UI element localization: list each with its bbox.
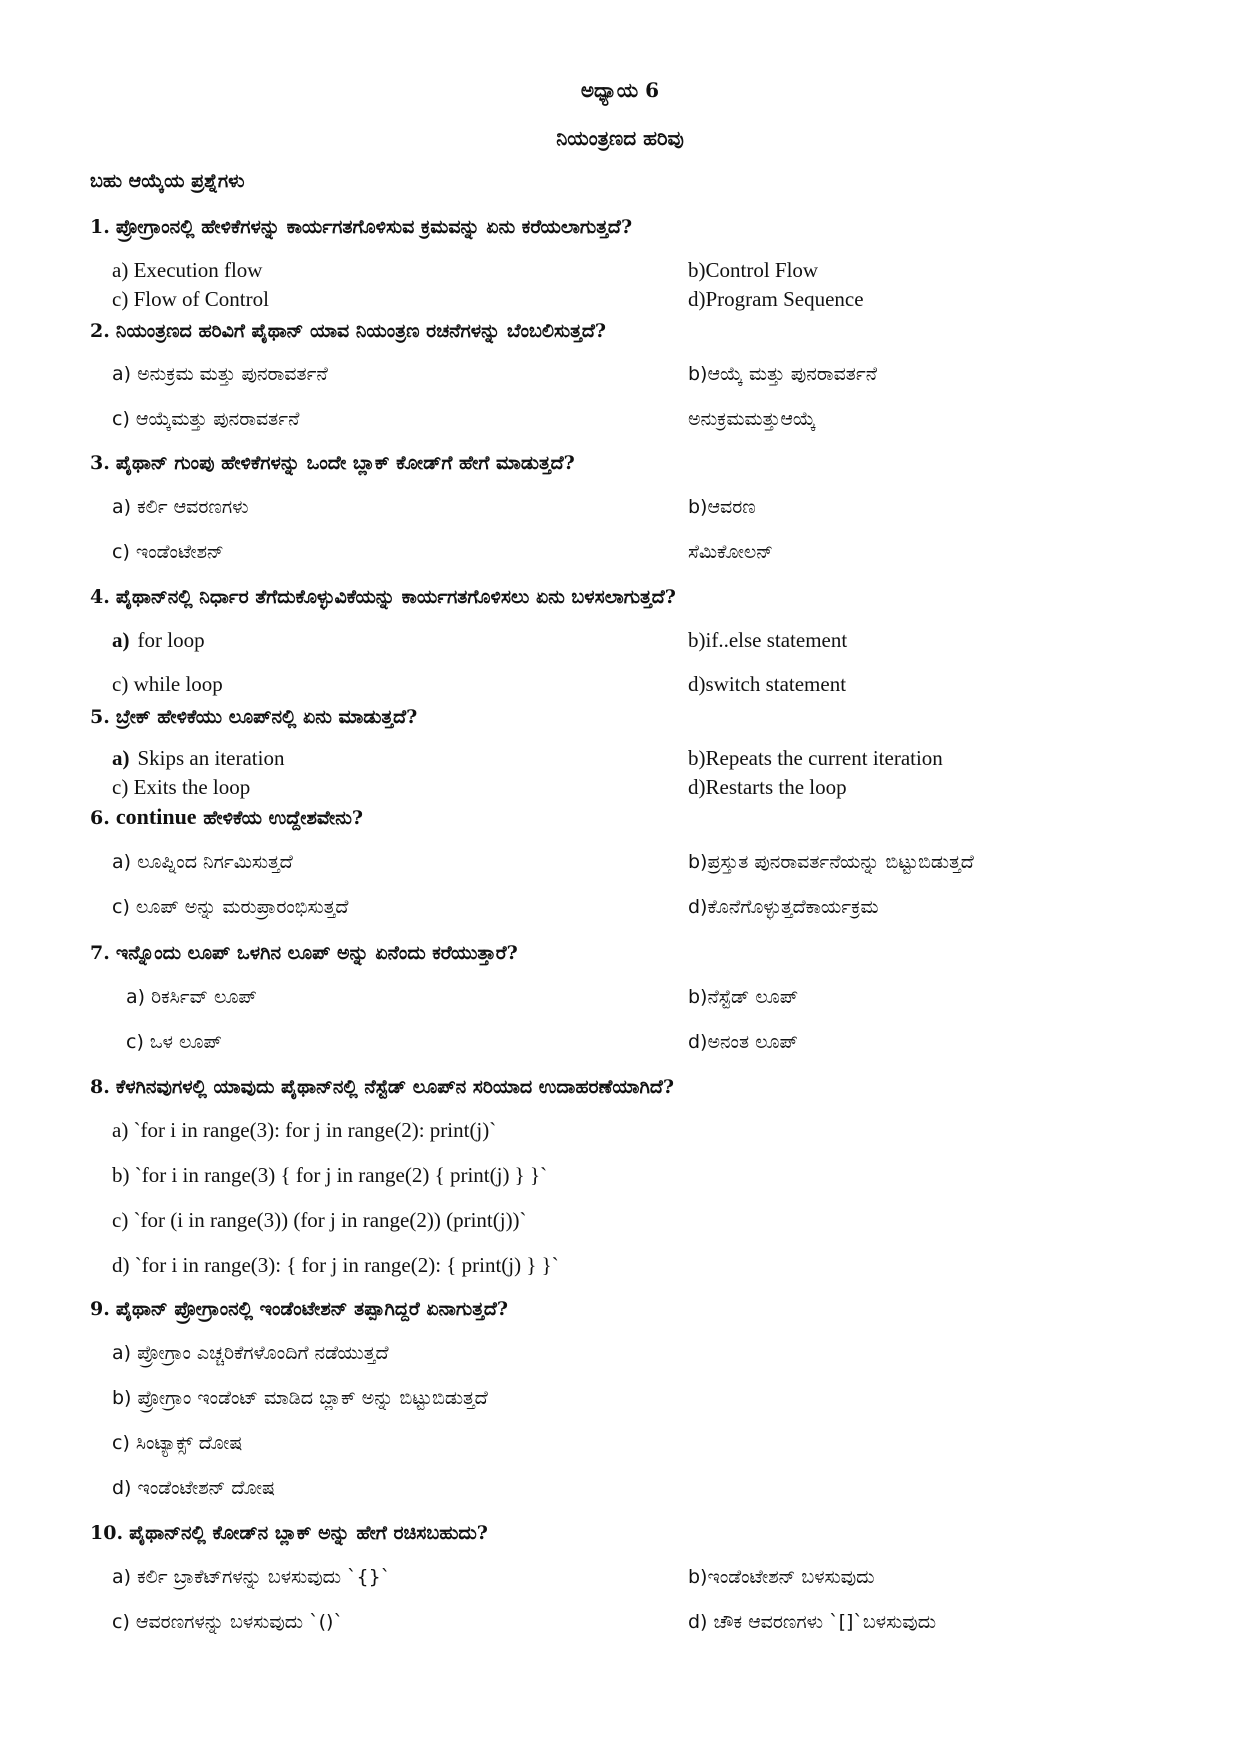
- question-text: ಪೈಥಾನ್‌ನಲ್ಲಿ ನಿರ್ಧಾರ ತೆಗೆದುಕೊಳ್ಳುವಿಕೆಯನ್ನು ಕಾರ್ಯಗತಗೊಳಿಸಲು ಏನು ಬಳಸಲಾಗುತ್ತದೆ?: [115, 586, 676, 608]
- q6-option-c: c) ಲೂಪ್ ಅನ್ನು ಮರುಪ್ರಾರಂಭಿಸುತ್ತದೆ: [112, 896, 349, 918]
- q1-option-d: d)Program Sequence: [688, 287, 864, 311]
- question-text: ಪ್ರೋಗ್ರಾಂನಲ್ಲಿ ಹೇಳಿಕೆಗಳನ್ನು ಕಾರ್ಯಗತಗೊಳಿಸುವ ಕ್ರಮವನ್ನು ಏನು ಕರೆಯಲಾಗುತ್ತದೆ?: [115, 216, 633, 238]
- q10-option-c: c) ಆವರಣಗಳನ್ನು ಬಳಸುವುದು `()`: [112, 1611, 343, 1633]
- keyword-continue: continue: [115, 804, 197, 829]
- q5-option-c: c) Exits the loop: [112, 775, 251, 799]
- question-3: [90, 452, 575, 474]
- q7-option-b: b)ನೆಸ್ಟೆಡ್ ಲೂಪ್: [688, 986, 799, 1008]
- section-heading: ಬಹು ಆಯ್ಕೆಯ ಪ್ರಶ್ನೆಗಳು: [90, 170, 245, 192]
- q4-option-d: d)switch statement: [688, 672, 847, 696]
- q3-option-b: b)ಆವರಣ: [688, 496, 756, 518]
- q8-option-a: a) `for i in range(3): for j in range(2): print(j)`: [112, 1118, 497, 1142]
- q4-option-b: b)if..else statement: [688, 628, 848, 652]
- q2-option-a: a) ಅನುಕ್ರಮ ಮತ್ತು ಪುನರಾವರ್ತನೆ: [112, 363, 328, 385]
- question-2: [90, 320, 606, 342]
- q2-option-d: ಅನುಕ್ರಮಮತ್ತುಆಯ್ಕೆ: [688, 408, 816, 430]
- q3-option-c: c) ಇಂಡೆಂಟೇಶನ್: [112, 541, 224, 563]
- q6-option-d: d)ಕೊನೆಗೊಳ್ಳುತ್ತದೆಕಾರ್ಯಕ್ರಮ: [688, 896, 879, 918]
- q10-option-a: a) ಕರ್ಲಿ ಬ್ರಾಕೆಟ್‌ಗಳನ್ನು ಬಳಸುವುದು `{}`: [112, 1566, 391, 1588]
- question-text: ಪೈಥಾನ್‌ನಲ್ಲಿ ಕೋಡ್‌ನ ಬ್ಲಾಕ್ ಅನ್ನು ಹೇಗೆ ರಚಿಸಬಹುದು?: [129, 1522, 488, 1544]
- q7-option-a: a) ರಿಕರ್ಸಿವ್ ಲೂಪ್: [126, 986, 257, 1008]
- question-number: 10.: [90, 1522, 124, 1544]
- q1-option-a: a) Execution flow: [112, 258, 263, 282]
- question-7: [90, 942, 518, 964]
- chapter-title: ನಿಯಂತ್ರಣದ ಹರಿವು: [556, 126, 684, 150]
- question-4: [90, 586, 676, 608]
- q3-option-a: a) ಕರ್ಲಿ ಆವರಣಗಳು: [112, 496, 249, 518]
- q6-option-b: b)ಪ್ರಸ್ತುತ ಪುನರಾವರ್ತನೆಯನ್ನು ಬಿಟ್ಟುಬಿಡುತ್ತದೆ: [688, 851, 974, 873]
- q2-option-b: b)ಆಯ್ಕೆ ಮತ್ತು ಪುನರಾವರ್ತನೆ: [688, 363, 878, 385]
- question-number: 4.: [90, 586, 110, 608]
- q7-option-d: d)ಅನಂತ ಲೂಪ್: [688, 1031, 798, 1053]
- q9-option-b: b) ಪ್ರೋಗ್ರಾಂ ಇಂಡೆಂಟ್ ಮಾಡಿದ ಬ್ಲಾಕ್ ಅನ್ನು ಬಿಟ್ಟುಬಿಡುತ್ತದೆ: [112, 1387, 488, 1409]
- option-label: a): [112, 746, 130, 770]
- q5-option-a: [112, 746, 284, 771]
- question-text: ಬ್ರೇಕ್ ಹೇಳಿಕೆಯು ಲೂಪ್‌ನಲ್ಲಿ ಏನು ಮಾಡುತ್ತದೆ?: [115, 706, 418, 728]
- question-1: [90, 216, 632, 238]
- question-5: [90, 706, 417, 728]
- question-text: ಇನ್ನೊಂದು ಲೂಪ್ ಒಳಗಿನ ಲೂಪ್ ಅನ್ನು ಏನೆಂದು ಕರೆಯುತ್ತಾರೆ?: [115, 942, 518, 964]
- q4-option-a: [112, 628, 205, 653]
- question-text: ಹೇಳಿಕೆಯ ಉದ್ದೇಶವೇನು?: [196, 807, 364, 829]
- question-number: 2.: [90, 320, 110, 342]
- question-number: 3.: [90, 452, 110, 474]
- q9-option-a: a) ಪ್ರೋಗ್ರಾಂ ಎಚ್ಚರಿಕೆಗಳೊಂದಿಗೆ ನಡೆಯುತ್ತದೆ: [112, 1342, 389, 1364]
- q10-option-d: d) ಚೌಕ ಆವರಣಗಳು `[]`ಬಳಸುವುದು: [688, 1611, 937, 1633]
- q4-option-c: c) while loop: [112, 672, 223, 696]
- q1-option-c: c) Flow of Control: [112, 287, 269, 311]
- option-text: for loop: [137, 628, 205, 652]
- question-9: [90, 1298, 508, 1320]
- chapter-heading: ಅಧ್ಯಾಯ 6: [580, 78, 660, 102]
- q10-option-b: b)ಇಂಡೆಂಟೇಶನ್ ಬಳಸುವುದು: [688, 1566, 875, 1588]
- question-number: 8.: [90, 1076, 110, 1098]
- question-text: ಪೈಥಾನ್ ಪ್ರೋಗ್ರಾಂನಲ್ಲಿ ಇಂಡೆಂಟೇಶನ್ ತಪ್ಪಾಗಿದ್ದರೆ ಏನಾಗುತ್ತದೆ?: [115, 1298, 509, 1320]
- q5-option-b: b)Repeats the current iteration: [688, 746, 943, 770]
- q8-option-b: b) `for i in range(3) { for j in range(2) { print(j) } }`: [112, 1163, 548, 1187]
- q9-option-d: d) ಇಂಡೆಂಟೇಶನ್ ದೋಷ: [112, 1477, 275, 1499]
- question-number: 5.: [90, 706, 110, 728]
- q8-option-c: c) `for (i in range(3)) (for j in range(2)) (print(j))`: [112, 1208, 527, 1232]
- q7-option-c: c) ಒಳ ಲೂಪ್: [126, 1031, 222, 1053]
- question-number: 9.: [90, 1298, 110, 1320]
- q1-option-b: b)Control Flow: [688, 258, 819, 282]
- question-text: ನಿಯಂತ್ರಣದ ಹರಿವಿಗೆ ಪೈಥಾನ್ ಯಾವ ನಿಯಂತ್ರಣ ರಚನೆಗಳನ್ನು ಬೆಂಬಲಿಸುತ್ತದೆ?: [115, 320, 606, 342]
- question-number: 7.: [90, 942, 110, 964]
- option-label: a): [112, 628, 130, 652]
- question-8: [90, 1076, 674, 1098]
- q6-option-a: a) ಲೂಪ್ನಿಂದ ನಿರ್ಗಮಿಸುತ್ತದೆ: [112, 851, 293, 873]
- question-text: ಕೆಳಗಿನವುಗಳಲ್ಲಿ ಯಾವುದು ಪೈಥಾನ್‌ನಲ್ಲಿ ನೆಸ್ಟೆಡ್ ಲೂಪ್‌ನ ಸರಿಯಾದ ಉದಾಹರಣೆಯಾಗಿದೆ?: [115, 1076, 675, 1098]
- question-text: ಪೈಥಾನ್ ಗುಂಪು ಹೇಳಿಕೆಗಳನ್ನು ಒಂದೇ ಬ್ಲಾಕ್ ಕೋಡ್‌ಗೆ ಹೇಗೆ ಮಾಡುತ್ತದೆ?: [115, 452, 575, 474]
- q9-option-c: c) ಸಿಂಟ್ಯಾಕ್ಸ್ ದೋಷ: [112, 1432, 243, 1454]
- question-6: [90, 804, 363, 830]
- q3-option-d: ಸೆಮಿಕೋಲನ್: [688, 541, 773, 563]
- option-text: Skips an iteration: [137, 746, 285, 770]
- q8-option-d: d) `for i in range(3): { for j in range(2): { print(j) } }`: [112, 1253, 559, 1277]
- q5-option-d: d)Restarts the loop: [688, 775, 847, 799]
- question-number: 1.: [90, 216, 110, 238]
- question-number: 6.: [90, 807, 110, 829]
- question-10: [90, 1522, 488, 1544]
- q2-option-c: c) ಆಯ್ಕೆಮತ್ತು ಪುನರಾವರ್ತನೆ: [112, 408, 300, 430]
